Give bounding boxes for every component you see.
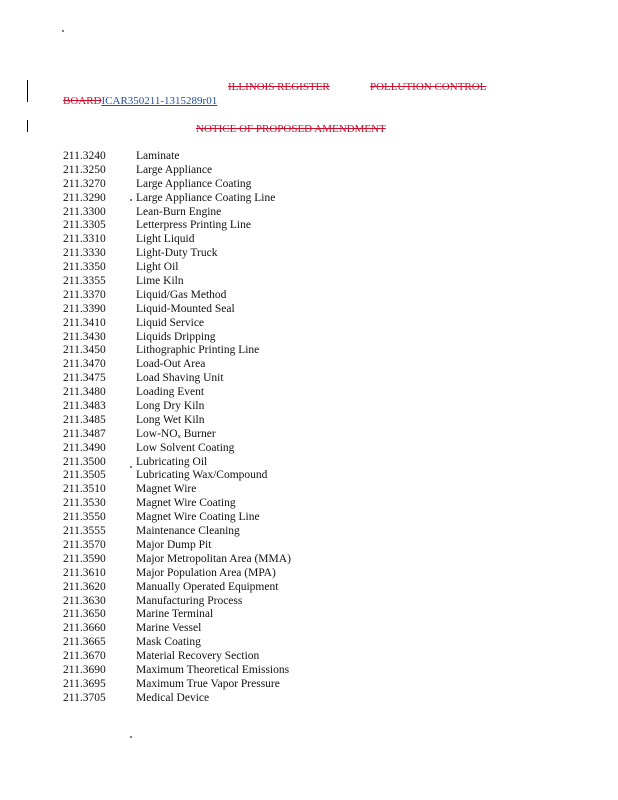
defined-term: Long Wet Kiln [136, 413, 205, 426]
section-number: 211.3590 [63, 552, 106, 565]
defined-term: Liquid-Mounted Seal [136, 302, 235, 315]
defined-term: Light Liquid [136, 233, 195, 246]
register-title: ILLINOIS REGISTER [228, 81, 330, 93]
change-bar-header [27, 80, 28, 102]
defined-term: Laminate [136, 150, 180, 162]
section-number: 211.3695 [63, 677, 106, 690]
defined-term: Liquid Service [136, 316, 205, 329]
defined-term: Load-Out Area [136, 358, 206, 371]
notice-title: NOTICE OF PROPOSED AMENDMENT [196, 123, 386, 135]
section-number: 211.3305 [63, 219, 106, 232]
board-prefix: BOARD [63, 95, 102, 107]
defined-term: Major Population Area (MPA) [136, 566, 276, 579]
defined-term: Loading Event [136, 386, 205, 399]
section-number: 211.3485 [63, 413, 106, 426]
section-number: 211.3483 [63, 400, 106, 413]
defined-term: Maximum Theoretical Emissions [136, 663, 290, 676]
section-number: 211.3470 [63, 358, 106, 371]
defined-term: Light Oil [136, 261, 179, 274]
defined-term: Manufacturing Process [136, 594, 243, 607]
board-reference: ICAR350211-1315289r01 [101, 95, 218, 107]
defined-term: Lubricating Wax/Compound [136, 469, 268, 482]
section-number: 211.3480 [63, 386, 106, 399]
section-number: 211.3370 [63, 288, 106, 301]
defined-term: Maximum True Vapor Pressure [136, 677, 280, 690]
section-number: 211.3690 [63, 663, 106, 676]
section-number: 211.3570 [63, 538, 106, 551]
section-number: 211.3270 [63, 177, 106, 190]
board-line [63, 95, 217, 108]
section-number: 211.3450 [63, 344, 106, 357]
defined-term: Major Dump Pit [136, 538, 212, 551]
section-number: 211.3500 [63, 455, 106, 468]
section-number: 211.3490 [63, 441, 106, 454]
defined-term: Medical Device [136, 691, 210, 704]
defined-term: Magnet Wire [136, 483, 197, 496]
section-number: 211.3475 [63, 372, 106, 385]
defined-term: Lime Kiln [136, 275, 184, 288]
defined-term: Lithographic Printing Line [136, 344, 260, 357]
section-number: 211.3620 [63, 580, 106, 593]
defined-term: Mask Coating [136, 636, 201, 649]
change-bar-notice [27, 120, 28, 132]
scan-speck [130, 466, 132, 468]
defined-term: Large Appliance [136, 163, 213, 176]
defined-term: Marine Vessel [136, 622, 202, 635]
defined-term: Low Solvent Coating [136, 441, 235, 454]
defined-term: Low-NOₓ Burner [136, 427, 216, 440]
scan-speck [130, 199, 132, 201]
section-number: 211.3630 [63, 594, 106, 607]
section-number: 211.3650 [63, 608, 106, 621]
defined-term: Lubricating Oil [136, 455, 208, 468]
section-number: 211.3410 [63, 316, 106, 329]
defined-term: Manually Operated Equipment [136, 580, 279, 593]
section-number: 211.3240 [63, 150, 106, 162]
section-number: 211.3670 [63, 650, 106, 663]
defined-term: Lean-Burn Engine [136, 205, 222, 218]
section-number: 211.3610 [63, 566, 106, 579]
defined-term: Large Appliance Coating [136, 177, 252, 190]
agency-title: POLLUTION CONTROL [370, 81, 487, 93]
defined-term: Letterpress Printing Line [136, 219, 251, 232]
defined-term: Magnet Wire Coating [136, 497, 236, 510]
section-number: 211.3430 [63, 330, 106, 343]
section-number: 211.3487 [63, 427, 106, 440]
section-number: 211.3705 [63, 691, 106, 704]
section-number: 211.3550 [63, 511, 106, 524]
section-number: 211.3310 [63, 233, 106, 246]
section-number: 211.3350 [63, 261, 106, 274]
section-number: 211.3530 [63, 497, 106, 510]
section-number: 211.3505 [63, 469, 106, 482]
section-number: 211.3355 [63, 275, 106, 288]
scan-speck [130, 736, 132, 738]
section-number: 211.3250 [63, 163, 106, 176]
section-number: 211.3300 [63, 205, 106, 218]
defined-term: Maintenance Cleaning [136, 525, 240, 538]
defined-term: Liquid/Gas Method [136, 288, 227, 301]
section-number: 211.3555 [63, 525, 106, 538]
section-number: 211.3660 [63, 622, 106, 635]
section-number: 211.3665 [63, 636, 106, 649]
section-number: 211.3330 [63, 247, 106, 260]
defined-term: Liquids Dripping [136, 330, 216, 343]
defined-term: Load Shaving Unit [136, 372, 224, 385]
section-number: 211.3510 [63, 483, 106, 496]
defined-term: Magnet Wire Coating Line [136, 511, 260, 524]
defined-term: Light-Duty Truck [136, 247, 218, 260]
defined-term: Large Appliance Coating Line [136, 191, 276, 204]
scan-speck [62, 30, 64, 32]
defined-term: Marine Terminal [136, 608, 214, 621]
section-number: 211.3290 [63, 191, 106, 204]
defined-term: Material Recovery Section [136, 650, 260, 663]
defined-term: Major Metropolitan Area (MMA) [136, 552, 291, 565]
section-number: 211.3390 [63, 302, 106, 315]
defined-term: Long Dry Kiln [136, 400, 205, 413]
